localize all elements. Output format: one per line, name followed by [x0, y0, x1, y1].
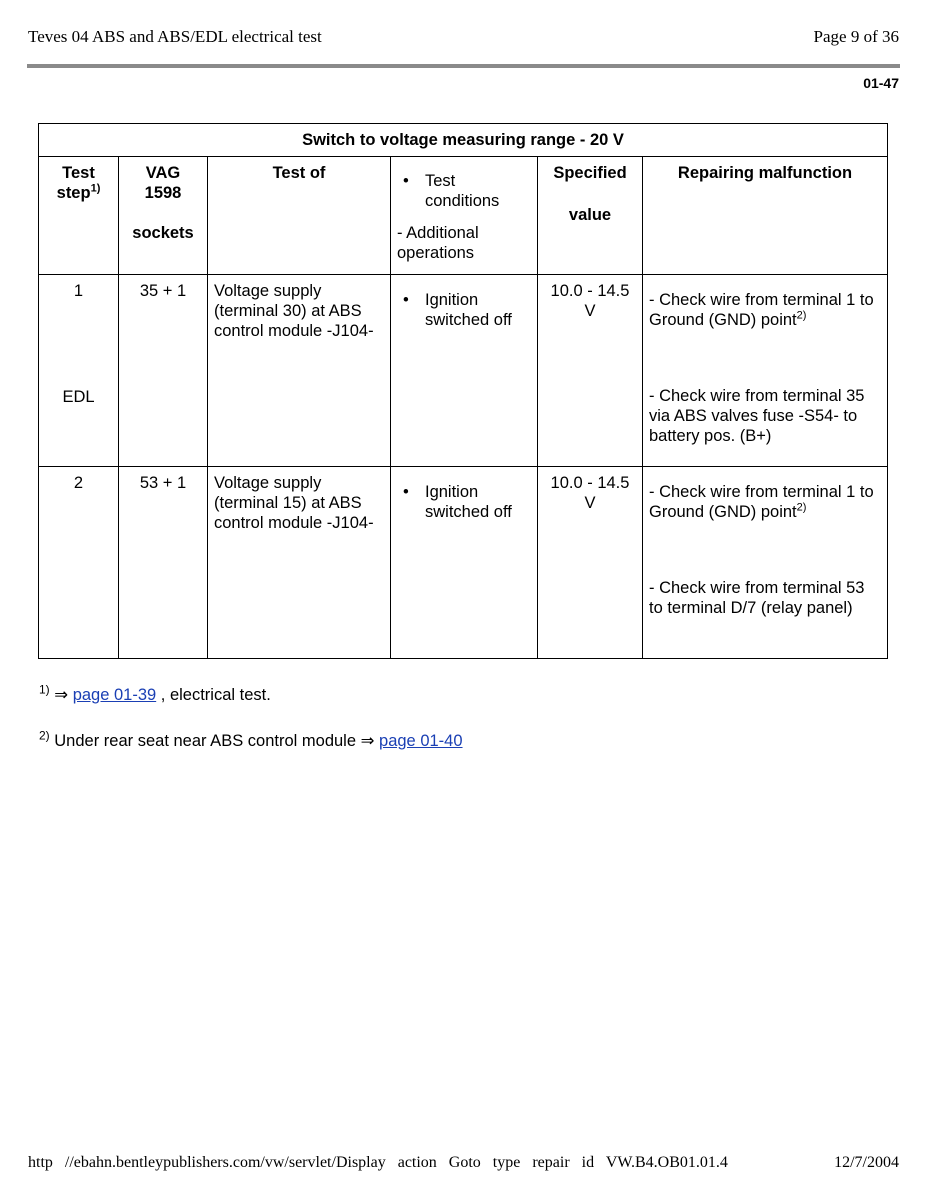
step-cell — [39, 275, 119, 467]
value-cell: 10.0 - 14.5 V — [538, 467, 643, 659]
col-header-sockets-label: sockets — [132, 224, 194, 242]
repair-cell — [643, 275, 888, 467]
condition-bullet — [397, 482, 531, 522]
table-row — [39, 275, 888, 467]
repair-text-2: - Check wire from terminal 53 to terminal D/7 (relay panel) — [649, 579, 865, 617]
value-cell: 10.0 - 14.5 V — [538, 275, 643, 467]
page-footer — [28, 1154, 899, 1172]
arrow-right-icon: ⇒ — [360, 732, 375, 750]
footnote-text: Under rear seat near ABS control module — [54, 732, 357, 750]
repair-footnote: 2) — [796, 501, 807, 514]
condition-text: Ignition switched off — [425, 483, 512, 521]
repair-text-1: - Check wire from terminal 1 to Ground (GND) point — [649, 483, 874, 521]
col-header-vag — [119, 157, 208, 275]
condition-cell — [391, 467, 538, 659]
repair-cell — [643, 467, 888, 659]
repair-step-1 — [649, 290, 881, 330]
table-header-row — [39, 157, 888, 275]
test-of-cell: Voltage supply (terminal 15) at ABS control module -J104- — [208, 467, 391, 659]
conditions-bullet — [397, 171, 531, 211]
step-number: 1 — [73, 282, 84, 300]
footnote-marker: 2) — [39, 728, 50, 743]
repair-text-2: - Check wire from terminal 35 via ABS valves fuse -S54- to battery pos. (B+) — [649, 387, 865, 445]
step-cell — [39, 467, 119, 659]
sockets-cell: 35 + 1 — [119, 275, 208, 467]
col-header-conditions — [391, 157, 538, 275]
col-header-test-of: Test of — [208, 157, 391, 275]
footnote-1 — [39, 682, 271, 705]
col-header-step — [39, 157, 119, 275]
range-title: Switch to voltage measuring range - 20 V — [39, 124, 888, 157]
sockets-cell: 53 + 1 — [119, 467, 208, 659]
specified-label: Specified — [553, 164, 627, 182]
col-header-vag-label: VAG 1598 — [144, 164, 182, 202]
condition-cell — [391, 275, 538, 467]
page-link[interactable]: page 01-40 — [379, 732, 463, 750]
col-header-step-footnote: 1) — [90, 182, 101, 195]
col-header-repair: Repairing malfunction — [643, 157, 888, 275]
arrow-right-icon: ⇒ — [54, 686, 69, 704]
value-label: value — [568, 206, 612, 224]
page-number: Page 9 of 36 — [813, 27, 899, 46]
repair-step-1 — [649, 482, 881, 522]
condition-bullet — [397, 290, 531, 330]
bullet-dot-icon: • — [403, 483, 409, 501]
conditions-label: Test conditions — [425, 172, 500, 210]
col-header-specified-value — [538, 157, 643, 275]
bullet-dot-icon: • — [403, 291, 409, 309]
step-note: EDL — [62, 388, 95, 406]
section-code: 01-47 — [863, 75, 899, 91]
document-title: Teves 04 ABS and ABS/EDL electrical test — [28, 27, 322, 46]
table-row — [39, 467, 888, 659]
footnote-marker: 1) — [39, 682, 50, 697]
col-header-step-label: Test step — [56, 164, 95, 202]
table-title-row — [39, 124, 888, 157]
footnote-text-after: , electrical test. — [156, 686, 271, 704]
repair-footnote: 2) — [796, 309, 807, 322]
source-url: http //ebahn.bentleypublishers.com/vw/servlet/Display action Goto type repair id VW.B4.OB01.01.4 — [28, 1154, 728, 1171]
test-of-cell: Voltage supply (terminal 30) at ABS control module -J104- — [208, 275, 391, 467]
print-date: 12/7/2004 — [834, 1154, 899, 1171]
header-divider — [27, 64, 900, 68]
voltage-test-table — [38, 123, 888, 659]
additional-operations-label: - Additional operations — [397, 224, 479, 262]
page-link[interactable]: page 01-39 — [72, 686, 157, 704]
step-number: 2 — [73, 474, 84, 492]
repair-text-1: - Check wire from terminal 1 to Ground (GND) point — [649, 291, 874, 329]
footnote-2 — [39, 728, 463, 751]
condition-text: Ignition switched off — [425, 291, 512, 329]
bullet-dot-icon: • — [403, 172, 409, 190]
